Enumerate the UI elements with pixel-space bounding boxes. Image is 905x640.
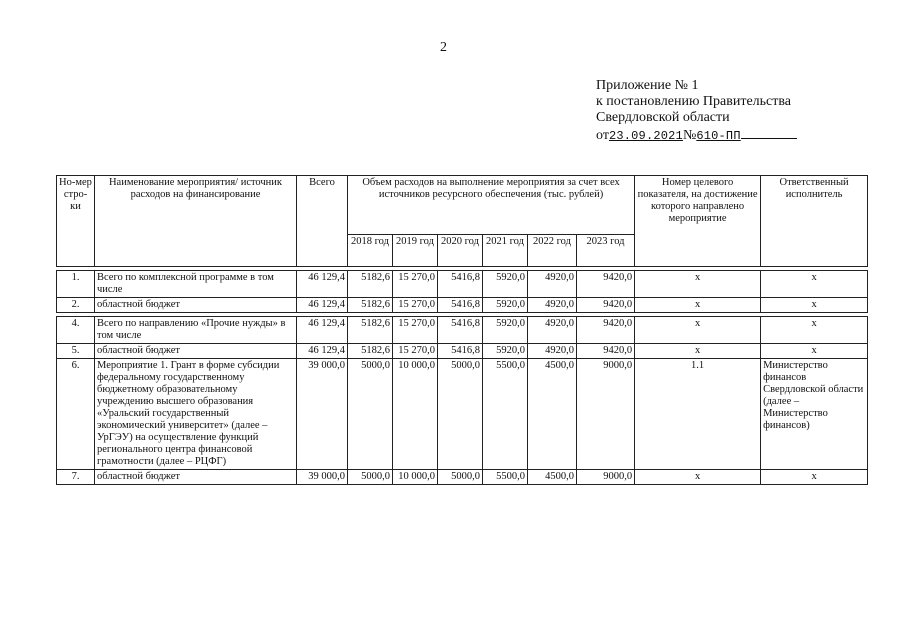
row-executor: х xyxy=(761,470,868,485)
row-2018: 5182,6 xyxy=(348,298,393,313)
header-year-2020: 2020 год xyxy=(438,234,483,267)
row-2019: 15 270,0 xyxy=(393,298,438,313)
underline-blank xyxy=(741,126,797,139)
appendix-header xyxy=(596,78,797,144)
row-2021: 5920,0 xyxy=(483,298,528,313)
table-row xyxy=(57,359,868,470)
header-executor: Ответственный исполнитель xyxy=(761,176,868,267)
row-2020: 5000,0 xyxy=(438,470,483,485)
row-2023: 9420,0 xyxy=(577,271,635,298)
row-num: 2. xyxy=(57,298,95,313)
header-year-2022: 2022 год xyxy=(528,234,577,267)
appendix-line-2: к постановлению Правительства xyxy=(596,94,792,109)
row-2022: 4500,0 xyxy=(528,470,577,485)
decree-date: 23.09.2021 xyxy=(608,129,683,143)
row-2023: 9420,0 xyxy=(577,344,635,359)
row-executor: Министерство финансов Свердловской области (далее – Министерство финансов) xyxy=(761,359,868,470)
row-num: 4. xyxy=(57,317,95,344)
date-prefix: от xyxy=(596,128,609,143)
row-target: х xyxy=(635,298,761,313)
header-year-2019: 2019 год xyxy=(393,234,438,267)
row-2019: 15 270,0 xyxy=(393,344,438,359)
row-2022: 4920,0 xyxy=(528,344,577,359)
row-2020: 5000,0 xyxy=(438,359,483,470)
row-executor: х xyxy=(761,344,868,359)
row-2019: 10 000,0 xyxy=(393,470,438,485)
row-num: 7. xyxy=(57,470,95,485)
header-year-2021: 2021 год xyxy=(483,234,528,267)
row-2020: 5416,8 xyxy=(438,317,483,344)
row-2023: 9420,0 xyxy=(577,298,635,313)
row-executor: х xyxy=(761,271,868,298)
row-2023: 9000,0 xyxy=(577,359,635,470)
row-target: 1.1 xyxy=(635,359,761,470)
row-name: Мероприятие 1. Грант в форме субсидии федеральному государственному бюджетному образовательному учреждению высшего образования «Уральский государственный экономический университет» (далее – УрГЭУ) на осуществление функций регионального центра финансовой грамотности (далее – РЦФГ) xyxy=(95,359,297,470)
row-2020: 5416,8 xyxy=(438,344,483,359)
header-target: Номер целевого показателя, на достижение которого направлено мероприятие xyxy=(635,176,761,267)
row-2019: 10 000,0 xyxy=(393,359,438,470)
appendix-line-3: Свердловской области xyxy=(596,110,730,125)
row-target: х xyxy=(635,344,761,359)
row-target: х xyxy=(635,470,761,485)
row-total: 46 129,4 xyxy=(297,317,348,344)
row-2018: 5182,6 xyxy=(348,271,393,298)
row-2022: 4500,0 xyxy=(528,359,577,470)
row-2018: 5182,6 xyxy=(348,317,393,344)
header-name: Наименование мероприятия/ источник расходов на финансирование xyxy=(95,176,297,267)
number-prefix: № xyxy=(682,128,697,143)
row-num: 1. xyxy=(57,271,95,298)
row-total: 39 000,0 xyxy=(297,359,348,470)
row-num: 6. xyxy=(57,359,95,470)
row-2021: 5920,0 xyxy=(483,344,528,359)
row-2021: 5920,0 xyxy=(483,271,528,298)
decree-number: 610-ПП xyxy=(696,129,741,143)
row-2020: 5416,8 xyxy=(438,271,483,298)
table-row xyxy=(57,470,868,485)
appendix-line-1: Приложение № 1 xyxy=(596,78,699,93)
table-row xyxy=(57,271,868,298)
row-2019: 15 270,0 xyxy=(393,271,438,298)
row-total: 46 129,4 xyxy=(297,271,348,298)
row-2021: 5500,0 xyxy=(483,470,528,485)
table-row xyxy=(57,344,868,359)
row-total: 46 129,4 xyxy=(297,344,348,359)
row-total: 46 129,4 xyxy=(297,298,348,313)
row-executor: х xyxy=(761,298,868,313)
table-row xyxy=(57,317,868,344)
row-total: 39 000,0 xyxy=(297,470,348,485)
appendix-date-line xyxy=(596,126,797,144)
row-2022: 4920,0 xyxy=(528,317,577,344)
row-name: областной бюджет xyxy=(95,344,297,359)
row-2022: 4920,0 xyxy=(528,271,577,298)
row-2018: 5000,0 xyxy=(348,470,393,485)
header-row-1 xyxy=(57,176,868,235)
row-2023: 9000,0 xyxy=(577,470,635,485)
row-2023: 9420,0 xyxy=(577,317,635,344)
row-target: х xyxy=(635,317,761,344)
header-row-num: Но-мер стро-ки xyxy=(57,176,95,267)
header-year-2018: 2018 год xyxy=(348,234,393,267)
expenses-table xyxy=(56,175,868,485)
row-2020: 5416,8 xyxy=(438,298,483,313)
row-2018: 5000,0 xyxy=(348,359,393,470)
row-name: областной бюджет xyxy=(95,470,297,485)
row-2021: 5920,0 xyxy=(483,317,528,344)
header-total: Всего xyxy=(297,176,348,267)
page-number: 2 xyxy=(440,40,447,55)
row-2019: 15 270,0 xyxy=(393,317,438,344)
row-num: 5. xyxy=(57,344,95,359)
row-name: Всего по комплексной программе в том числе xyxy=(95,271,297,298)
row-2018: 5182,6 xyxy=(348,344,393,359)
row-name: Всего по направлению «Прочие нужды» в том числе xyxy=(95,317,297,344)
row-target: х xyxy=(635,271,761,298)
row-name: областной бюджет xyxy=(95,298,297,313)
row-2021: 5500,0 xyxy=(483,359,528,470)
header-year-2023: 2023 год xyxy=(577,234,635,267)
row-2022: 4920,0 xyxy=(528,298,577,313)
header-volume: Объем расходов на выполнение мероприятия за счет всех источников ресурсного обеспечения (тыс. рублей) xyxy=(348,176,635,235)
table-row xyxy=(57,298,868,313)
row-executor: х xyxy=(761,317,868,344)
